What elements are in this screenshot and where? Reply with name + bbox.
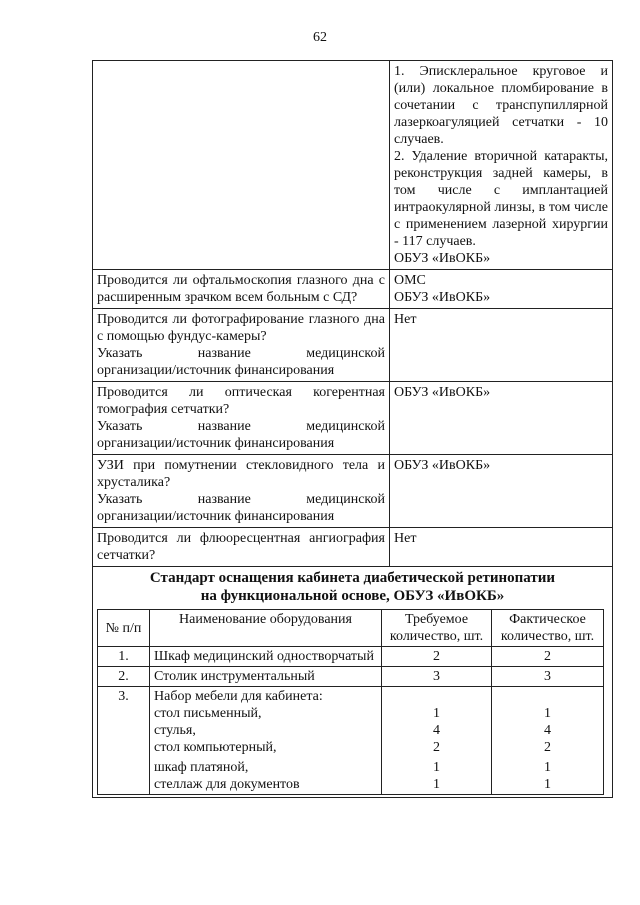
note-text: Указать название медицинской	[97, 492, 385, 507]
answer-item: 2. Удаление вторичной катаракты, реконструкция задней камеры, в том числе с имплантацией интраокулярной линзы, в том числе с применением лазерной хирургии - 117 случаев.	[394, 149, 608, 249]
item-name: Столик инструментальный	[150, 667, 382, 687]
answer-item: ОБУЗ «ИвОКБ»	[394, 251, 491, 266]
empty-question-cell	[93, 61, 390, 270]
item-required	[382, 687, 492, 795]
furniture-sub-required: 1	[433, 706, 440, 721]
item-actual	[492, 687, 604, 795]
standard-title-line: Стандарт оснащения кабинета диабетической ретинопатии	[149, 570, 556, 586]
equipment-row	[98, 667, 604, 687]
note-text: организации/источник финансирования	[97, 363, 335, 378]
furniture-sub-actual: 1	[544, 706, 551, 721]
furniture-sub-actual: 1	[544, 777, 551, 792]
furniture-sub-required: 2	[433, 740, 440, 755]
question-cell: Проводится ли флюоресцентная ангиография сетчатки?	[93, 528, 390, 567]
note-text: организации/источник финансирования	[97, 509, 335, 524]
note-text: организации/источник финансирования	[97, 436, 335, 451]
standard-section	[93, 567, 613, 798]
answer-item: 1. Эписклеральное круговое и (или) локальное пломбирование в сочетании с транспупиллярной лазеркоагуляцией сетчатки - 10 случаев.	[394, 64, 608, 147]
table-row	[93, 528, 613, 567]
survey-table	[92, 60, 613, 798]
item-required: 3	[382, 667, 492, 687]
question-text: УЗИ при помутнении стекловидного тела и хрусталика?	[97, 458, 385, 490]
furniture-sub-required: 1	[433, 777, 440, 792]
question-cell	[93, 382, 390, 455]
furniture-sub-name: шкаф платяной,	[154, 760, 249, 775]
item-name	[150, 687, 382, 795]
item-actual: 2	[492, 647, 604, 667]
standard-cell	[93, 567, 613, 798]
header-num: № п/п	[98, 610, 150, 647]
question-cell: Проводится ли офтальмоскопия глазного дна с расширенным зрачком всем больным с СД?	[93, 270, 390, 309]
answer-cell: Нет	[390, 528, 613, 567]
header-name: Наименование оборудования	[150, 610, 382, 647]
furniture-title: Набор мебели для кабинета:	[154, 689, 323, 704]
item-required: 2	[382, 647, 492, 667]
question-cell	[93, 309, 390, 382]
header-actual: Фактическое количество, шт.	[492, 610, 604, 647]
item-name: Шкаф медицинский одностворчатый	[150, 647, 382, 667]
table-row	[93, 309, 613, 382]
furniture-sub-name: стулья,	[154, 723, 196, 738]
equipment-header-row	[98, 610, 604, 647]
furniture-sub-actual: 2	[544, 740, 551, 755]
answer-cell: ОБУЗ «ИвОКБ»	[390, 455, 613, 528]
header-required: Требуемое количество, шт.	[382, 610, 492, 647]
note-text: Указать название медицинской	[97, 419, 385, 434]
furniture-sub-name: стол письменный,	[154, 706, 262, 721]
furniture-sub-name: стеллаж для документов	[154, 777, 300, 792]
question-text: Проводится ли фотографирование глазного дна с помощью фундус-камеры?	[97, 312, 385, 344]
answer-cell: Нет	[390, 309, 613, 382]
equipment-row	[98, 687, 604, 795]
answer-cell	[390, 61, 613, 270]
table-row	[93, 61, 613, 270]
standard-title-line: на функциональной основе, ОБУЗ «ИвОКБ»	[200, 588, 505, 604]
page-number: 62	[313, 30, 327, 45]
standard-title	[93, 567, 612, 609]
equipment-row	[98, 647, 604, 667]
item-num: 3.	[98, 687, 150, 795]
note-text: Указать название медицинской	[97, 346, 385, 361]
furniture-sub-name: стол компьютерный,	[154, 740, 277, 755]
item-num: 2.	[98, 667, 150, 687]
furniture-sub-required: 1	[433, 760, 440, 775]
question-cell	[93, 455, 390, 528]
furniture-sub-actual: 4	[544, 723, 551, 738]
question-text: Проводится ли оптическая когерентная томография сетчатки?	[97, 385, 385, 417]
answer-cell: ОМС ОБУЗ «ИвОКБ»	[390, 270, 613, 309]
equipment-table	[97, 609, 604, 795]
furniture-sub-actual: 1	[544, 760, 551, 775]
answer-cell: ОБУЗ «ИвОКБ»	[390, 382, 613, 455]
table-row	[93, 270, 613, 309]
furniture-sub-required: 4	[433, 723, 440, 738]
item-actual: 3	[492, 667, 604, 687]
table-row	[93, 382, 613, 455]
table-row	[93, 455, 613, 528]
item-num: 1.	[98, 647, 150, 667]
